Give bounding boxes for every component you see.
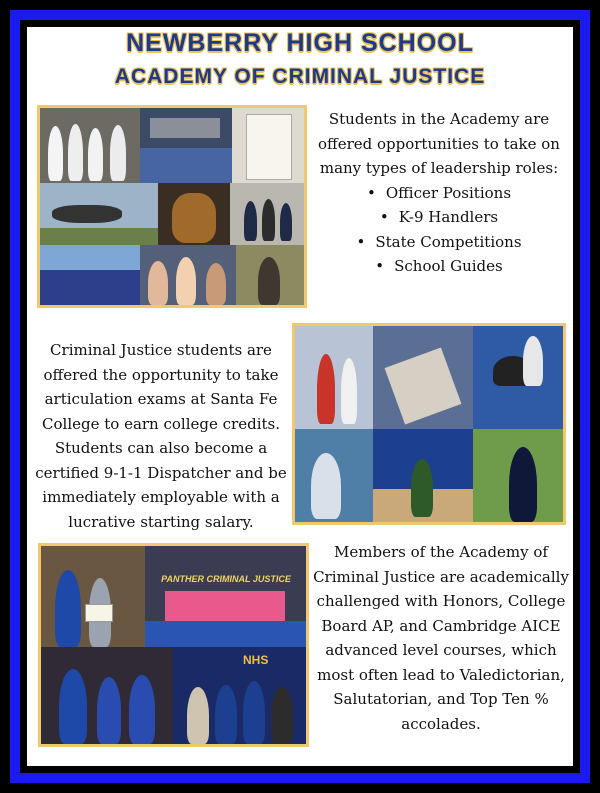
leadership-text-block [311,107,567,279]
training-photo-collage [292,323,566,525]
list-item: • School Guides [311,254,567,279]
classroom-photo [140,108,232,183]
team-group-photo [40,245,140,305]
academics-text: Members of the Academy of Criminal Justice are academically challenged with Honors, College Board AP, and Cambridge AICE advanced level courses, which most often lead to Valedictorian, Salutatorian, and Top Ten % accolades. [313,543,569,733]
officers-photo [40,108,140,183]
defense-drill-photo [473,326,563,429]
ceremony-photo [41,647,173,744]
nhs-sign-text: NHS [243,653,269,667]
flyer-page [27,27,573,766]
banner-text: PANTHER CRIMINAL JUSTICE [161,574,291,584]
list-item: • State Competitions [311,230,567,255]
academics-photo-collage [38,543,309,747]
helicopter-photo [40,183,158,245]
list-item: • Officer Positions [311,181,567,206]
outdoor-photo [236,245,304,305]
award-photo [41,546,145,647]
document-photo [232,108,304,183]
academy-title: ACADEMY OF CRIMINAL JUSTICE [114,65,486,88]
gym-training-photo [295,326,373,429]
dispatcher-photo [295,429,373,522]
leadership-intro: Students in the Academy are offered opportunities to take on many types of leadership roles: [318,110,560,177]
classroom-circle-photo [373,429,473,522]
nhs-induction-photo [173,647,306,744]
students-selfie-photo [140,245,236,305]
leadership-roles-list [311,181,567,279]
group-banner-photo [145,546,306,647]
school-title: NEWBERRY HIGH SCHOOL [126,29,474,57]
leadership-photo-collage [37,105,307,308]
outdoor-student-photo [473,429,563,522]
k9-dog-photo [158,183,230,245]
college-credit-text: Criminal Justice students are offered the opportunity to take articulation exams at Santa Fe College to earn college credits. Students can also become a certified 9-1-1 Dispatcher and be immediately employable with a lucrative starting salary. [35,341,287,531]
list-item: • K-9 Handlers [311,205,567,230]
group-portrait-photo [230,183,304,245]
mat-exercise-photo [373,326,473,429]
